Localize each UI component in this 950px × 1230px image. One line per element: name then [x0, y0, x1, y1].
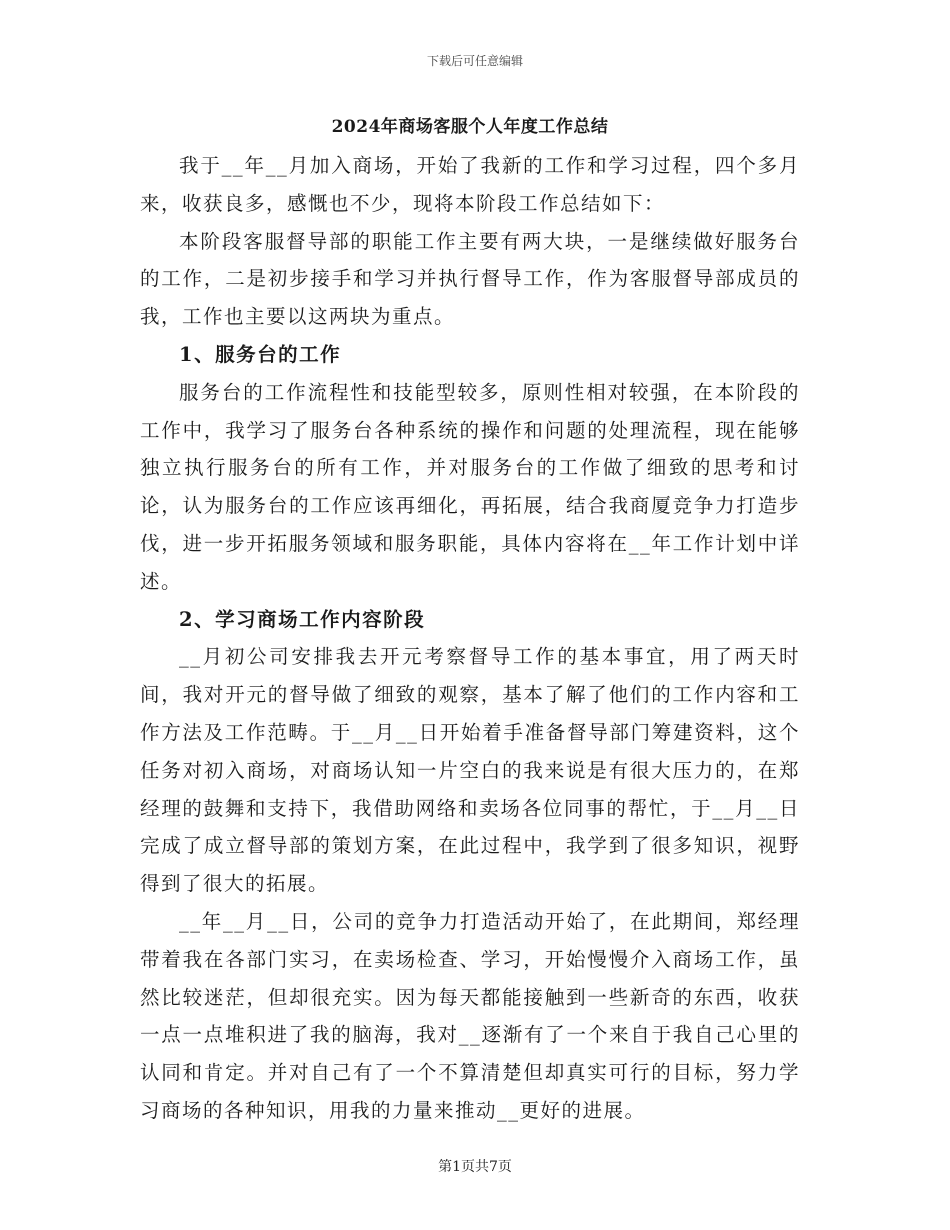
page-number-footer: 第1页共7页	[438, 1159, 512, 1175]
document-body	[140, 114, 800, 1130]
section-2-paragraph-1: __月初公司安排我去开元考察督导工作的基本事宜，用了两天时间，我对开元的督导做了细致的观察，基本了解了他们的工作内容和工作方法及工作范畴。于__月__日开始着手准备督导部门筹建资料，这个任务对初入商场，对商场认知一片空白的我来说是有很大压力的，在郑经理的鼓舞和支持下，我借助网络和卖场各位同事的帮忙，于__月__日完成了成立督导部的策划方案，在此过程中，我学到了很多知识，视野得到了很大的拓展。	[140, 645, 800, 896]
overview-paragraph: 本阶段客服督导部的职能工作主要有两大块，一是继续做好服务台的工作，二是初步接手和学习并执行督导工作，作为客服督导部成员的我，工作也主要以这两块为重点。	[140, 229, 800, 329]
page-header-note: 下载后可任意编辑	[426, 54, 523, 68]
section-2-paragraph-2: __年__月__日，公司的竞争力打造活动开始了，在此期间，郑经理带着我在各部门实习，在卖场检查、学习，开始慢慢介入商场工作，虽然比较迷茫，但却很充实。因为每天都能接触到一些新奇的东西，收获一点一点堆积进了我的脑海，我对__逐渐有了一个来自于我自己心里的认同和肯定。并对自己有了一个不算清楚但却真实可行的目标，努力学习商场的各种知识，用我的力量来推动__更好的进展。	[140, 909, 800, 1122]
document-title: 2024年商场客服个人年度工作总结	[331, 117, 609, 137]
intro-paragraph: 我于__年__月加入商场，开始了我新的工作和学习过程，四个多月来，收获良多，感慨也不少，现将本阶段工作总结如下：	[140, 154, 800, 215]
section-1-paragraph: 服务台的工作流程性和技能型较多，原则性相对较强，在本阶段的工作中，我学习了服务台各种系统的操作和问题的处理流程，现在能够独立执行服务台的所有工作，并对服务台的工作做了细致的思考和讨论，认为服务台的工作应该再细化，再拓展，结合我商厦竞争力打造步伐，进一步开拓服务领域和服务职能，具体内容将在__年工作计划中详述。	[140, 380, 800, 593]
section-2-heading: 2、学习商场工作内容阶段	[179, 607, 426, 631]
section-1-heading: 1、服务台的工作	[179, 342, 342, 366]
